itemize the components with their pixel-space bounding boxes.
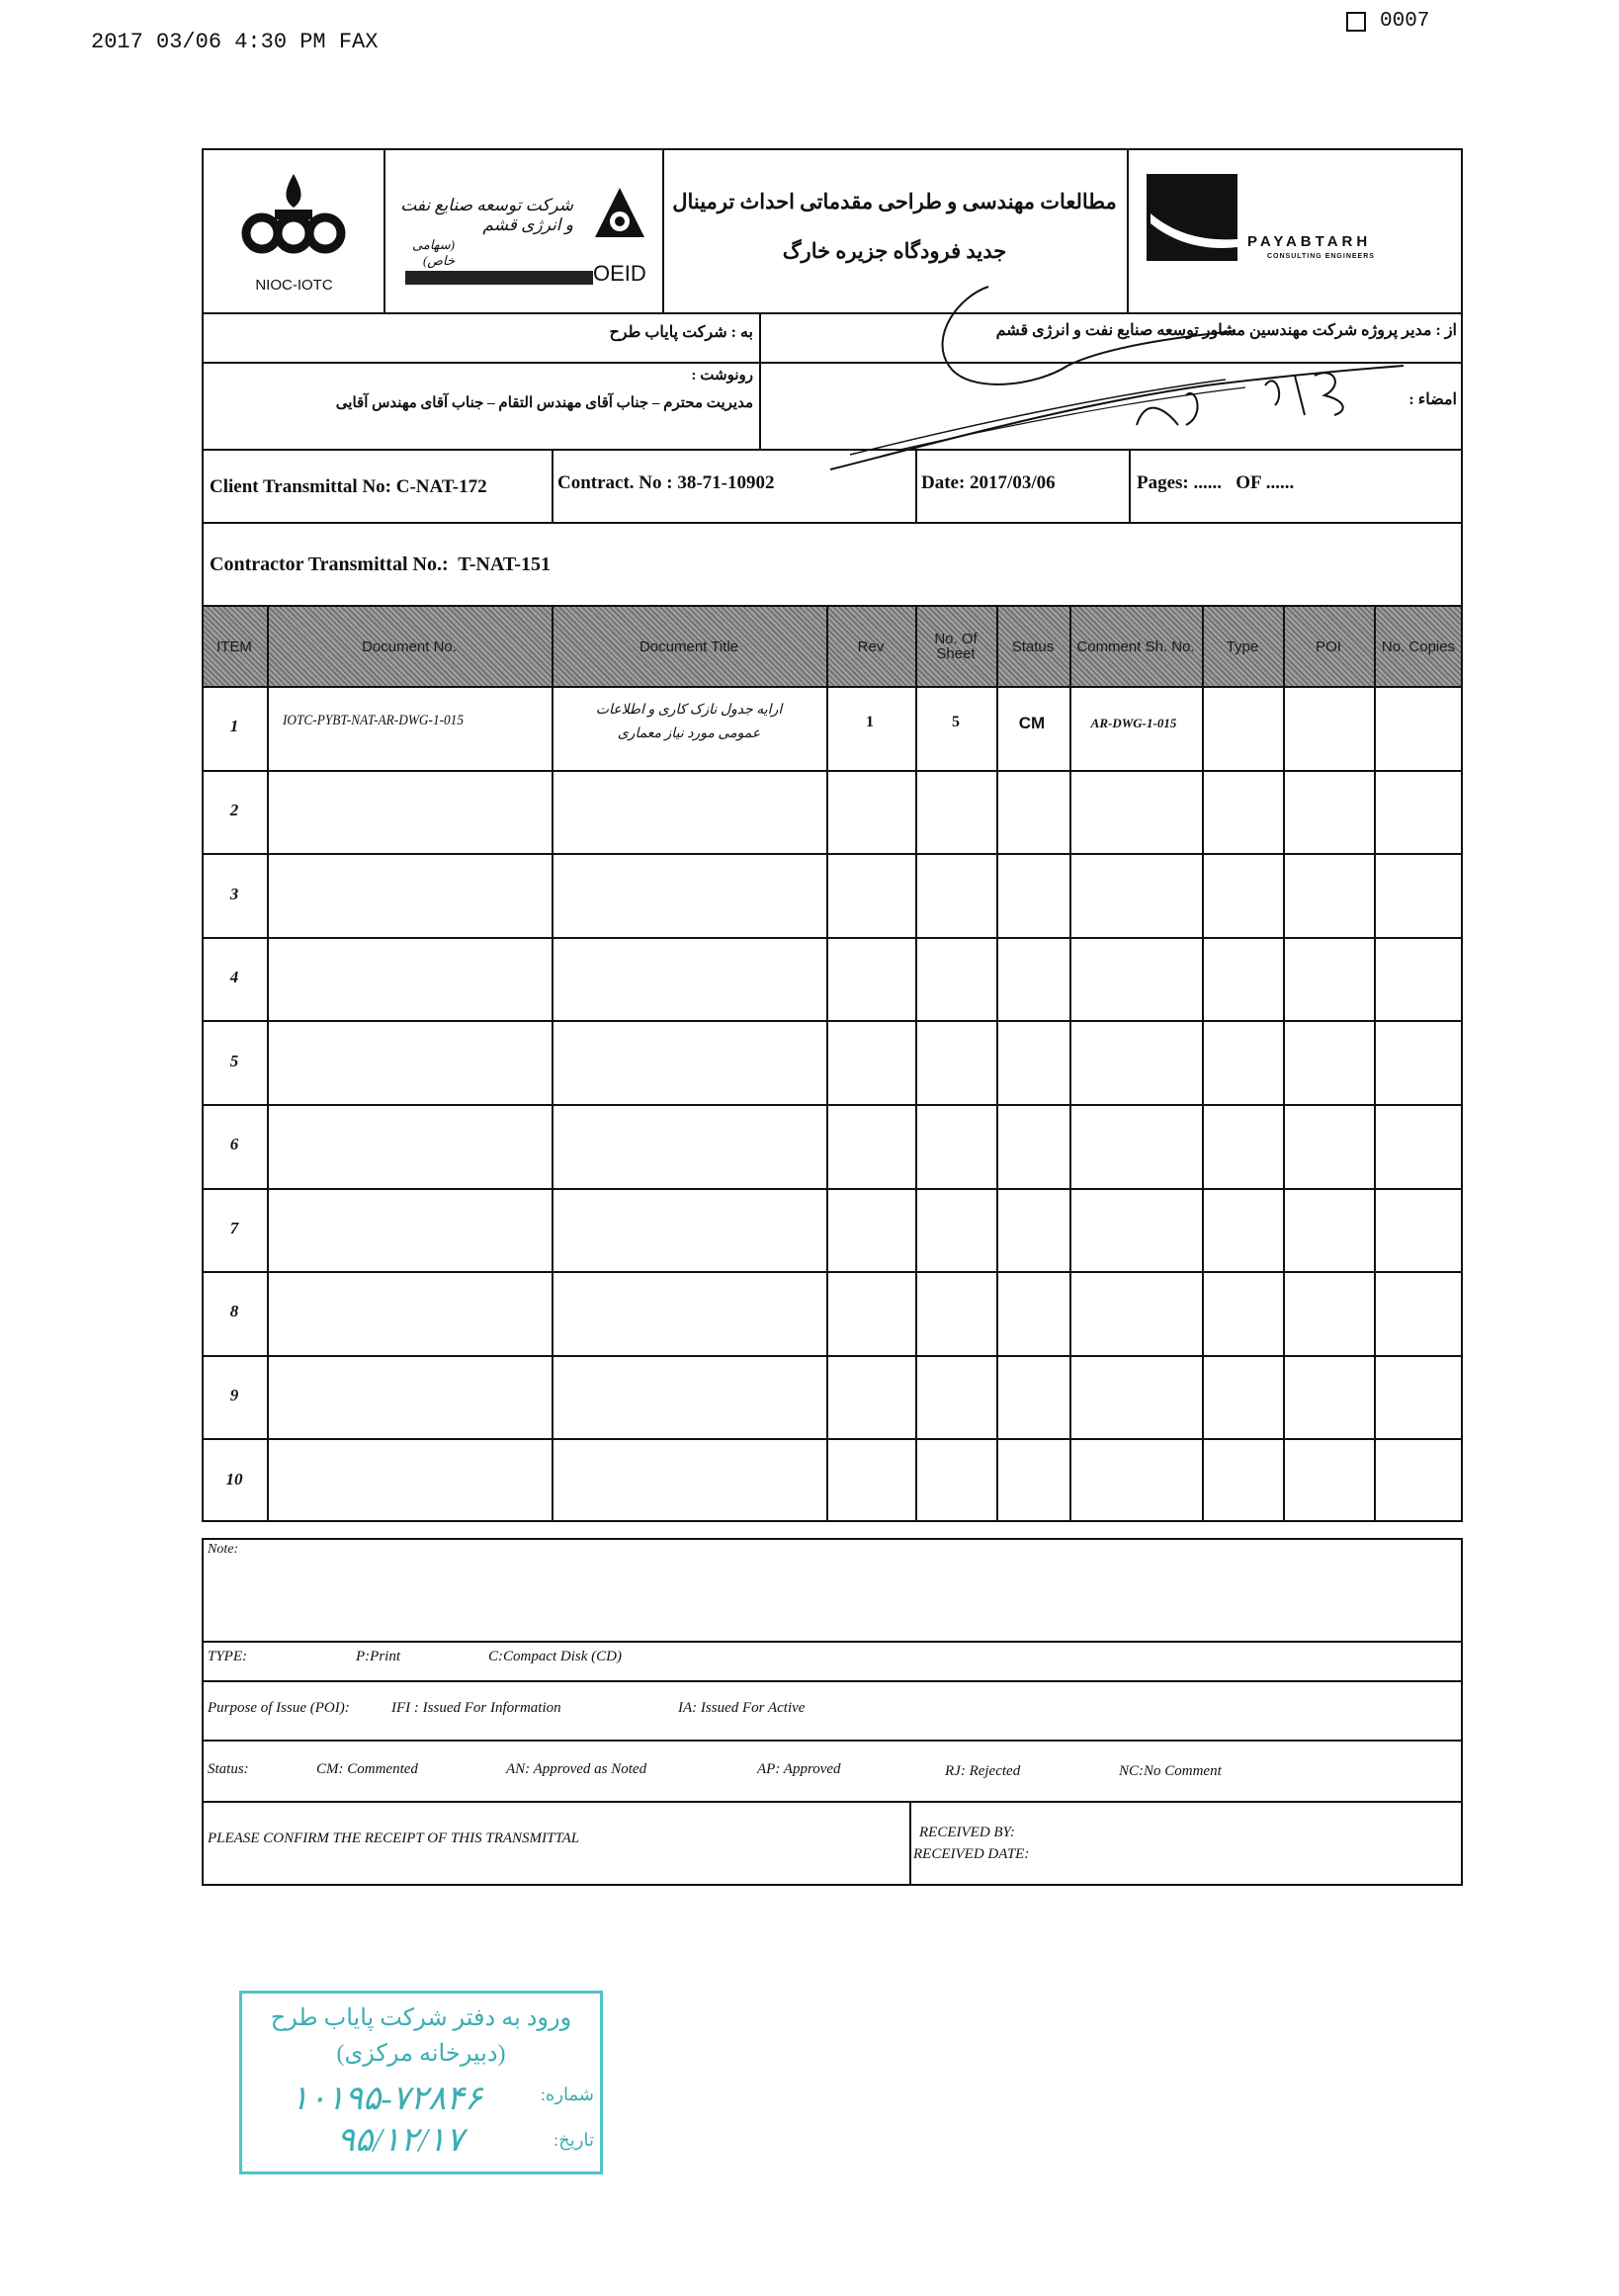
routing-cc-value: مدیریت محترم – جناب آقای مهندس التقام – جناب آقای مهندس آقایی	[335, 395, 753, 411]
table-row-divider	[202, 1438, 1463, 1440]
status-rj: RJ: Rejected	[945, 1763, 1021, 1779]
table-row-divider	[202, 1104, 1463, 1106]
table-row-item-number: 9	[229, 1386, 239, 1404]
row1-title-line2: عمومی مورد نیاز معماری	[617, 726, 761, 741]
table-column-divider	[1202, 605, 1204, 1522]
nioc-emblem-icon	[227, 166, 361, 265]
oeid-logo	[395, 166, 654, 304]
note-label: Note:	[208, 1542, 239, 1557]
table-row-divider	[202, 853, 1463, 855]
routing-to: به : شرکت پایاب طرح	[609, 324, 753, 341]
poi-label: Purpose of Issue (POI):	[208, 1700, 350, 1716]
routing-from: از : مدیر پروژه شرکت مهندسین مشاور توسعه صنایع نفت و انرژی قشم	[995, 322, 1457, 339]
status-an: AN: Approved as Noted	[506, 1761, 647, 1777]
table-column-divider	[1283, 605, 1285, 1522]
stamp-date-value: ۹۵/۱۲/۱۷	[336, 2122, 465, 2159]
row1-doc-no: IOTC-PYBT-NAT-AR-DWG-1-015	[283, 713, 464, 729]
received-by: RECEIVED BY:	[919, 1825, 1015, 1840]
client-transmittal-no: Client Transmittal No: C-NAT-172	[210, 476, 487, 497]
contractor-transmittal-no: Contractor Transmittal No.: T-NAT-151	[210, 553, 551, 575]
table-column-divider	[996, 605, 998, 1522]
project-title-line2: جدید فرودگاه جزیره خارگ	[782, 239, 1007, 263]
row1-comment-sheet: AR-DWG-1-015	[1090, 716, 1177, 730]
contract-no: Contract. No : 38-71-10902	[557, 472, 775, 493]
stamp-number-label: شماره:	[540, 2084, 594, 2104]
transmittal-date: Date: 2017/03/06	[921, 472, 1056, 493]
type-label: TYPE:	[208, 1649, 248, 1664]
table-row-divider	[202, 770, 1463, 772]
oeid-triangle-icon	[593, 186, 646, 241]
poi-ia: IA: Issued For Active	[678, 1700, 806, 1716]
nioc-logo	[227, 166, 361, 304]
fax-page-number: 0007	[1380, 10, 1430, 33]
stamp-line1: ورود به دفتر شرکت پایاب طرح	[270, 2005, 572, 2031]
oeid-bar	[405, 271, 593, 285]
received-date: RECEIVED DATE:	[913, 1846, 1030, 1862]
table-row-divider	[202, 1188, 1463, 1190]
table-column-divider	[1069, 605, 1071, 1522]
table-header-cell: POI	[1316, 638, 1341, 655]
oeid-persian-sub: (سهامی خاص)	[412, 237, 455, 268]
stamp-number-value: ۱۰۱۹۵-۷۲۸۴۶	[291, 2081, 482, 2117]
table-header-cell: No. Of Sheet	[934, 631, 978, 662]
table-row-item-number: 7	[229, 1219, 239, 1237]
table-column-divider	[267, 605, 269, 1522]
payabtarh-sub: CONSULTING ENGINEERS	[1267, 253, 1375, 260]
table-row-item-number: 1	[229, 717, 239, 735]
routing-cc-label: رونوشت :	[691, 368, 753, 383]
fax-checkbox-icon	[1346, 12, 1366, 32]
table-row-divider	[202, 937, 1463, 939]
nioc-label: NIOC-IOTC	[255, 277, 333, 294]
oeid-persian-name: شرکت توسعه صنایع نفت و انرژی قشم	[400, 196, 573, 234]
status-label: Status:	[208, 1761, 249, 1777]
table-column-divider	[552, 605, 554, 1522]
table-row-divider	[202, 1020, 1463, 1022]
fax-header: 2017 03/06 4:30 PM FAX	[91, 30, 379, 54]
row1-sheets: 5	[952, 714, 960, 730]
table-header-cell: Rev	[857, 638, 885, 655]
payabtarh-mark-icon	[1147, 174, 1237, 261]
table-row-item-number: 4	[229, 968, 239, 986]
handwritten-signature	[810, 277, 1443, 474]
table-row-item-number: 2	[229, 801, 239, 819]
stamp-line2: (دبیرخانه مرکزی)	[336, 2041, 506, 2067]
table-row-item-number: 3	[229, 885, 239, 903]
table-row-item-number: 5	[229, 1052, 239, 1070]
payabtarh-name: PAYABTARH	[1247, 233, 1372, 250]
status-cm: CM: Commented	[316, 1761, 418, 1777]
status-nc: NC:No Comment	[1119, 1763, 1222, 1779]
oeid-label: OEID	[593, 261, 646, 286]
table-column-divider	[826, 605, 828, 1522]
table-header-cell: Status	[1011, 638, 1055, 655]
confirm-receipt: PLEASE CONFIRM THE RECEIPT OF THIS TRANSMITTAL	[208, 1830, 580, 1846]
stamp-date-label: تاریخ:	[554, 2130, 594, 2150]
table-column-divider	[915, 605, 917, 1522]
table-row-item-number: 6	[229, 1135, 239, 1153]
routing-signature-label: امضاء :	[1408, 391, 1457, 408]
table-row-item-number: 8	[229, 1302, 239, 1320]
table-row-item-number: 10	[225, 1470, 243, 1488]
table-header-cell: ITEM	[216, 638, 252, 655]
payabtarh-logo	[1143, 174, 1455, 283]
table-column-divider	[1374, 605, 1376, 1522]
table-header-cell: Document Title	[639, 638, 739, 655]
table-header-cell: Comment Sh. No.	[1076, 638, 1195, 655]
type-print: P:Print	[356, 1649, 400, 1664]
table-row-divider	[202, 1271, 1463, 1273]
pages-count: Pages: ...... OF ......	[1137, 472, 1295, 493]
table-header-cell: Document No.	[362, 638, 457, 655]
receipt-stamp	[239, 1991, 603, 2174]
row1-title-line1: ارایه جدول نازک کاری و اطلاعات	[595, 703, 783, 718]
poi-ifi: IFI : Issued For Information	[391, 1700, 561, 1716]
document-table	[202, 605, 1463, 1522]
fax-page-indicator	[1346, 10, 1429, 33]
table-header-cell: No. Copies	[1381, 638, 1456, 655]
row1-rev: 1	[866, 714, 874, 730]
row1-status: CM	[1018, 714, 1046, 732]
project-title-line1: مطالعات مهندسی و طراحی مقدماتی احداث ترمینال	[672, 190, 1117, 213]
type-cd: C:Compact Disk (CD)	[488, 1649, 622, 1664]
table-header-cell: Type	[1226, 638, 1259, 655]
table-header-divider	[202, 686, 1463, 688]
table-row-divider	[202, 1355, 1463, 1357]
status-ap: AP: Approved	[757, 1761, 841, 1777]
